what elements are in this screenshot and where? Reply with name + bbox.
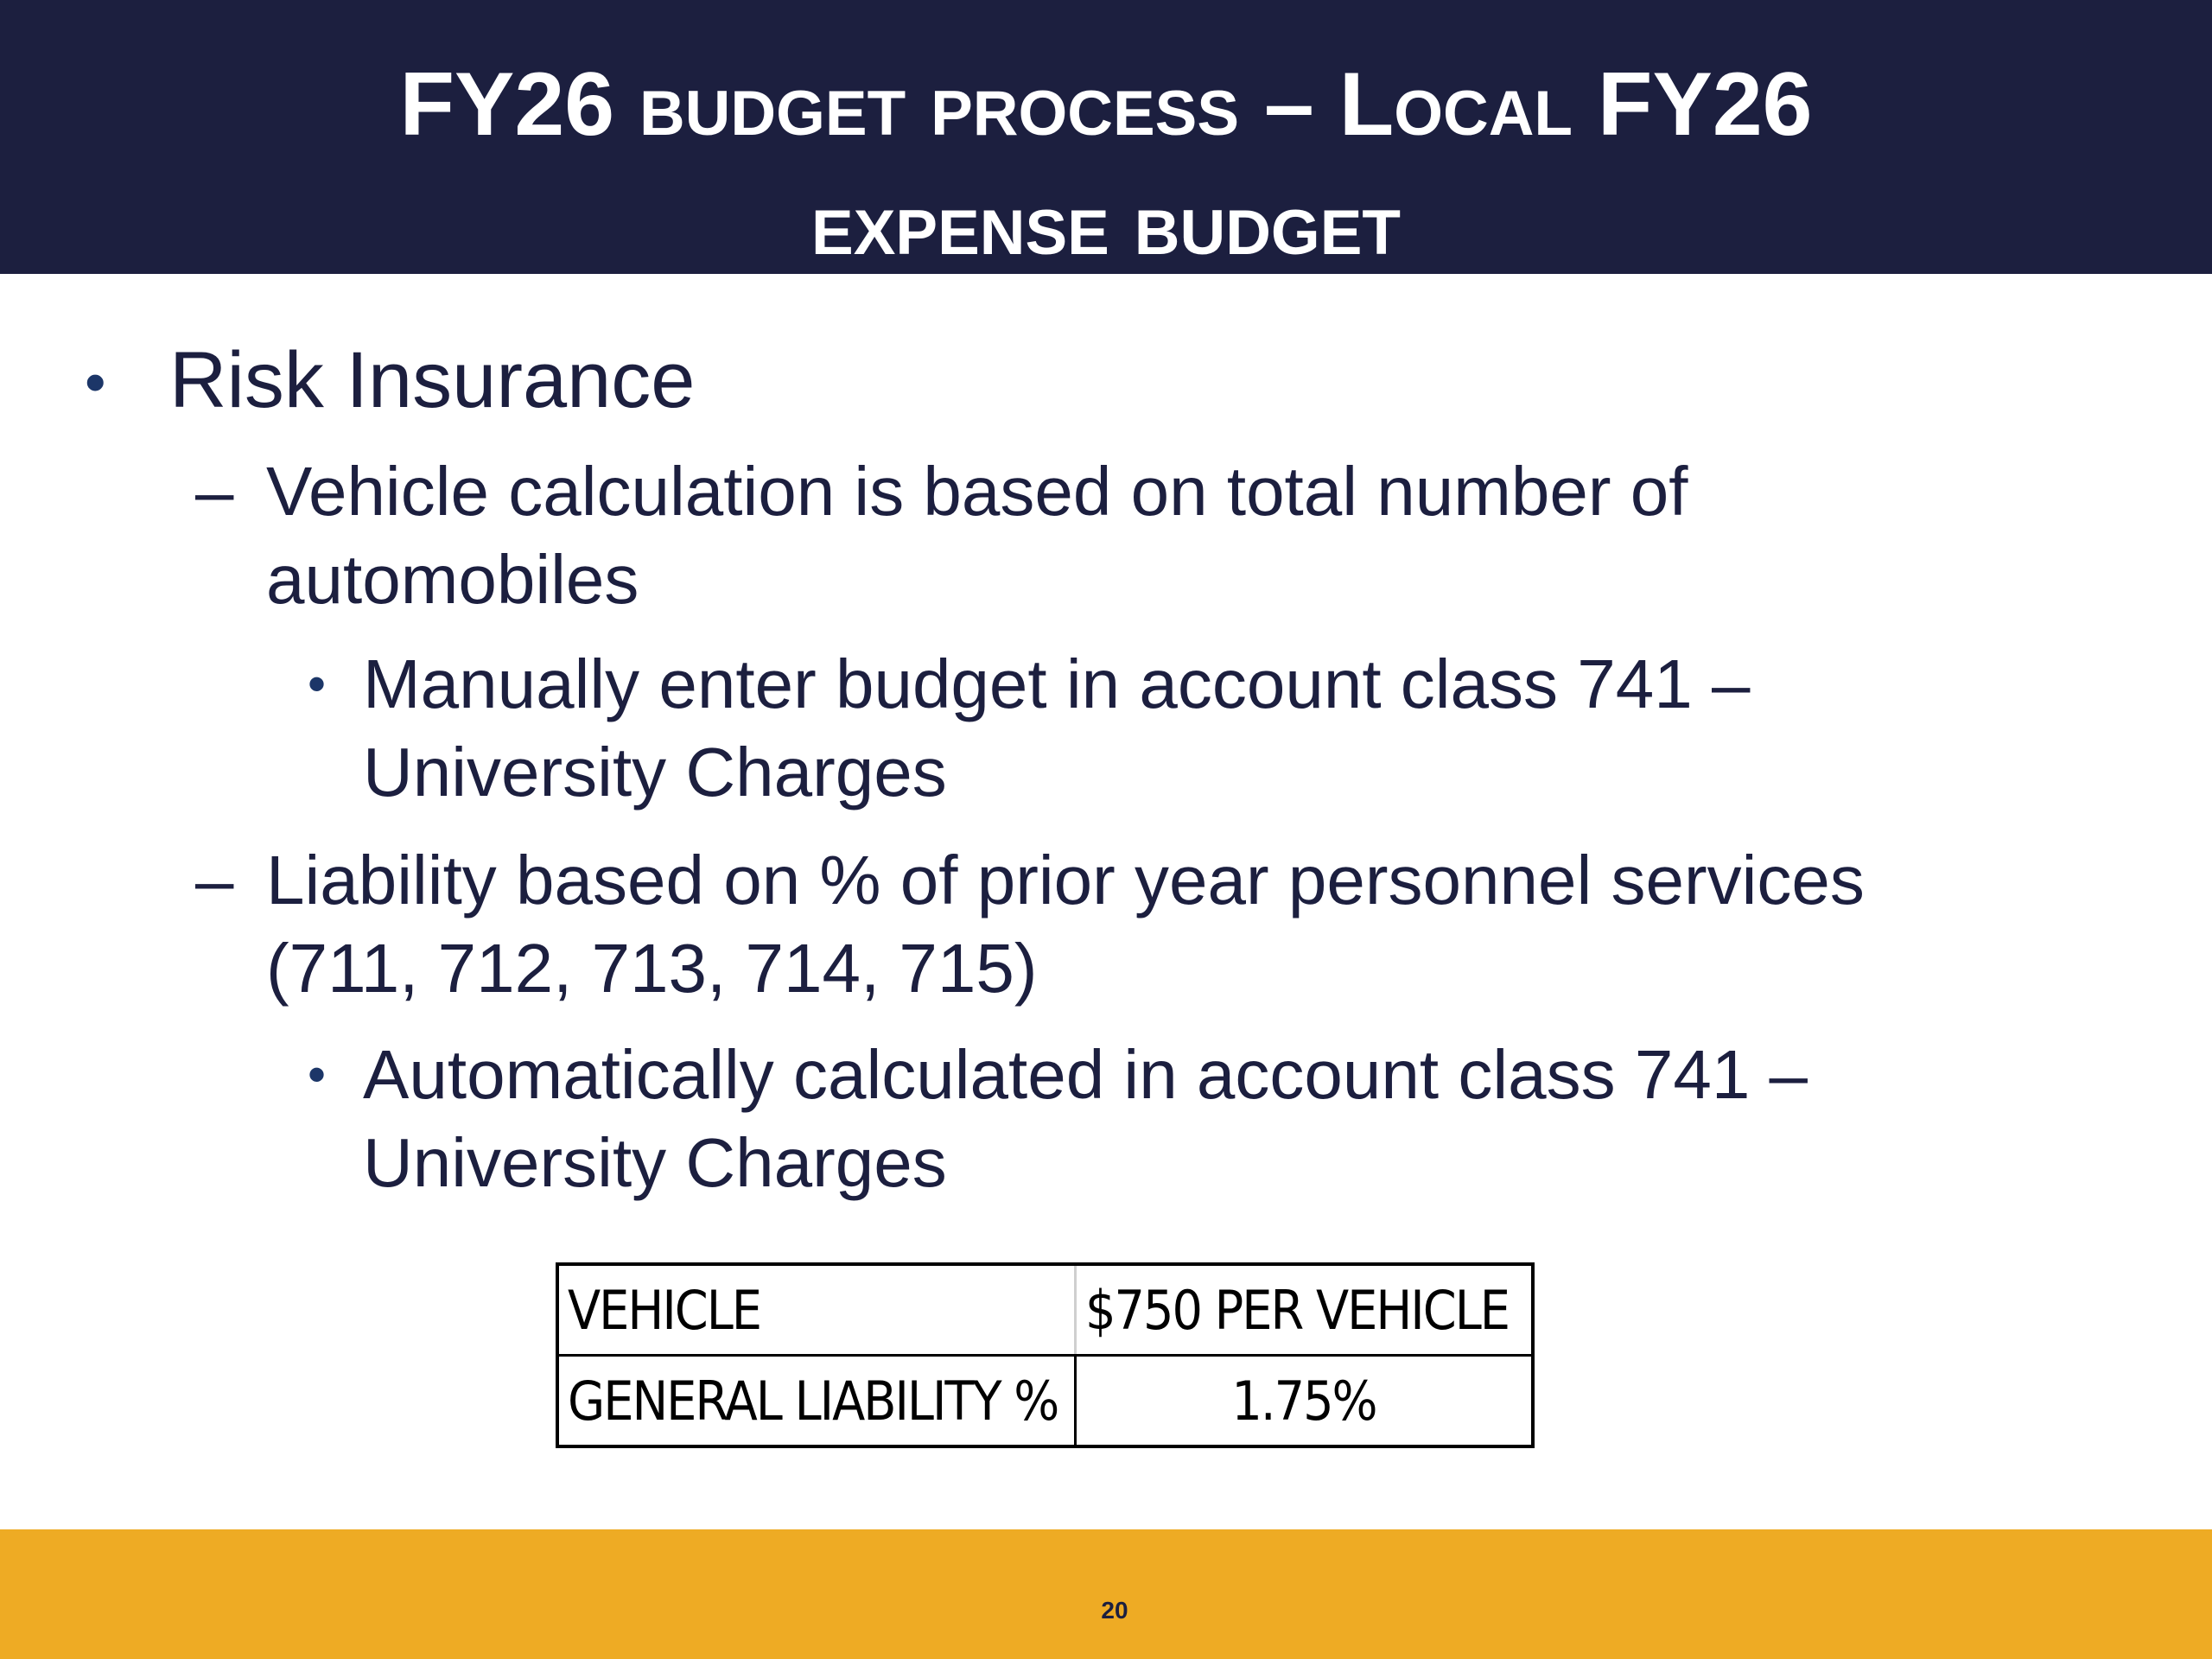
general-liability-value-cell: 1.75% <box>1076 1356 1534 1447</box>
liability-sub-text-line-1: Automatically calculated in account class 741 – <box>363 1036 1808 1113</box>
liability-text-line-2: (711, 712, 713, 714, 715) <box>266 930 1038 1007</box>
table-row <box>557 1264 1533 1356</box>
vehicle-label-cell: VEHICLE <box>557 1264 1076 1356</box>
vehicle-value-cell: $750 PER VEHICLE <box>1076 1264 1534 1356</box>
footer-bar <box>0 1529 2212 1659</box>
risk-insurance-heading: Risk Insurance <box>169 336 696 424</box>
vehicle-text-line-1: Vehicle calculation is based on total number of <box>266 453 1688 530</box>
bullet-marker: • <box>308 655 327 713</box>
slide-title <box>0 45 2212 283</box>
slide-title-line-1: FY26 budget process – Local FY26 <box>399 54 1813 155</box>
page-number: 20 <box>1101 1597 1128 1624</box>
vehicle-text-line-2: automobiles <box>266 541 639 618</box>
general-liability-label-cell: GENERAL LIABILITY % <box>557 1356 1076 1447</box>
bullet-marker: • <box>308 1046 327 1103</box>
dash-marker: – <box>195 842 234 918</box>
liability-text-line-1: Liability based on % of prior year personnel services <box>266 842 1865 918</box>
table-row <box>557 1356 1533 1447</box>
bullet-marker: • <box>85 348 106 416</box>
slide-title-line-2: expense budget <box>811 174 1401 274</box>
risk-rates-table <box>556 1262 1535 1448</box>
vehicle-sub-text-line-1: Manually enter budget in account class 741 – <box>363 645 1751 722</box>
dash-marker: – <box>195 453 234 530</box>
liability-sub-text-line-2: University Charges <box>363 1124 947 1201</box>
vehicle-sub-text-line-2: University Charges <box>363 734 947 810</box>
